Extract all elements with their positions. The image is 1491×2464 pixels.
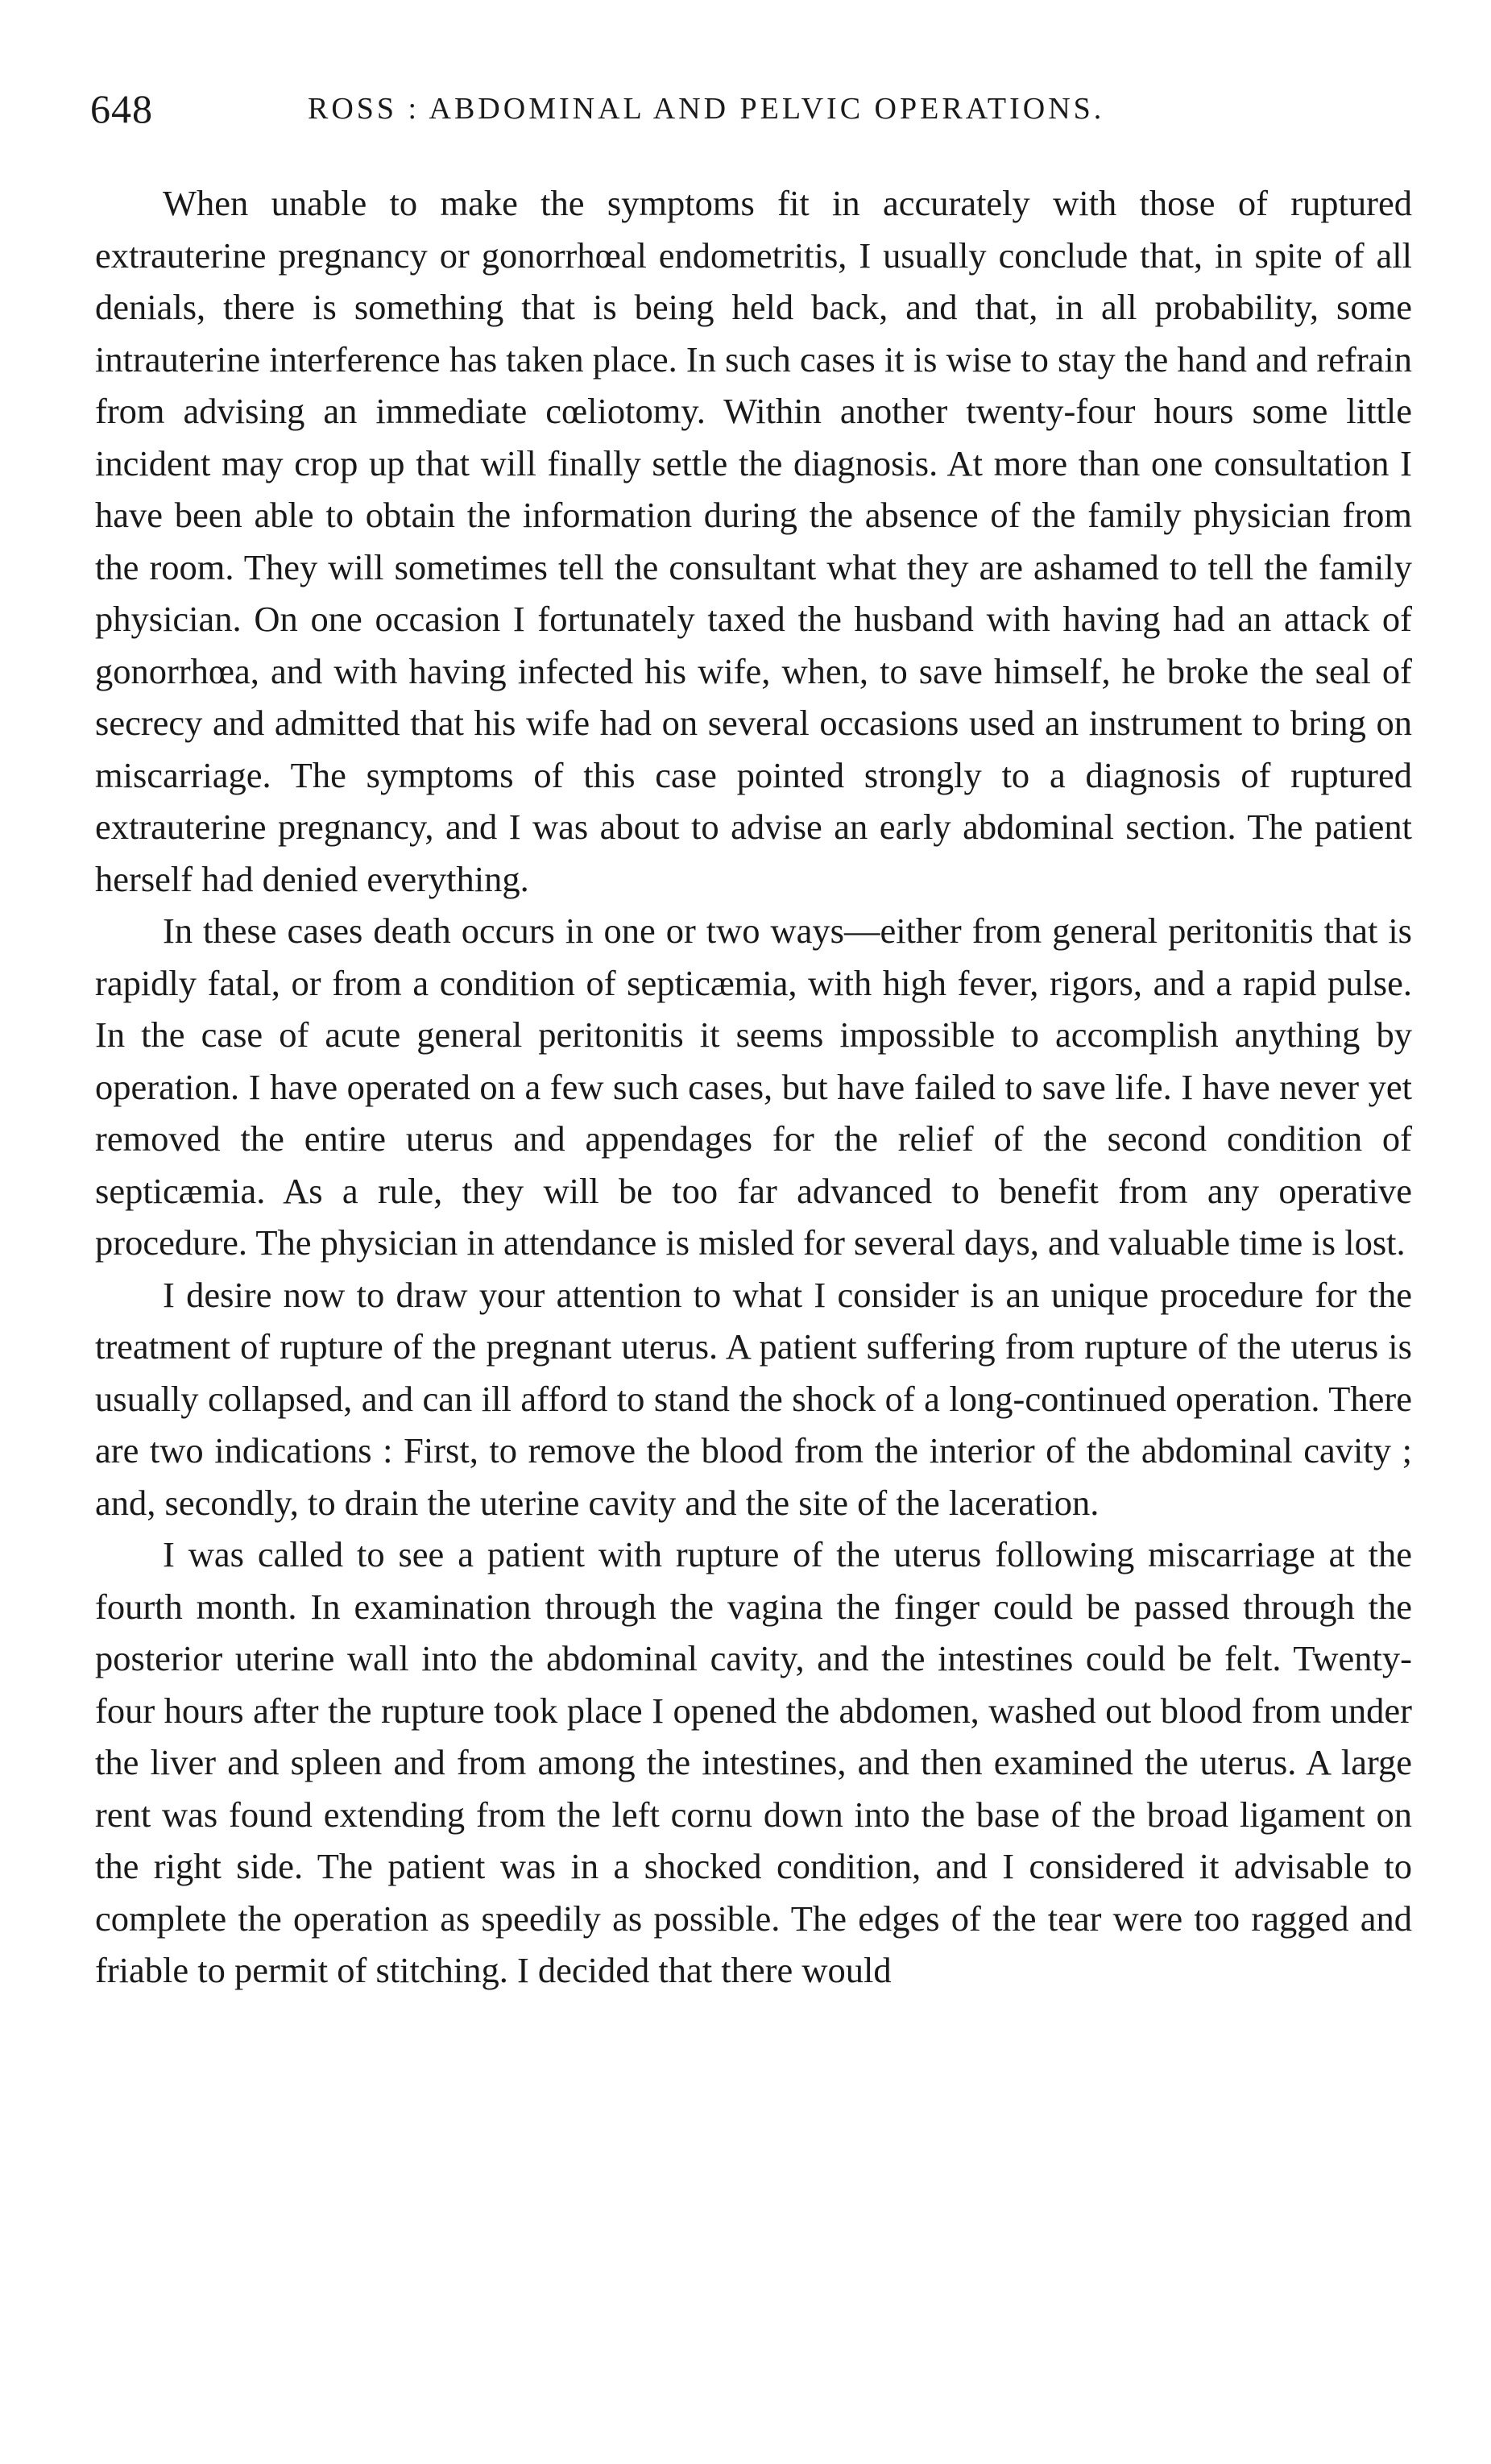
paragraph-diagnosis: When unable to make the symptoms fit in accurately with those of ruptured extrauterine pregnancy or gonorrhœal endometritis, I usually conclude that, in spite of all denials, there is something that is being held back, and that, in all probability, some intrauterine interference has taken place. In such cases it is wise to stay the hand and refrain from advising an immediate cœliotomy. Within another twenty-four hours some little incident may crop up that will finally settle the diagnosis. At more than one consultation I have been able to obtain the information during the absence of the family physician from the room. They will sometimes tell the consultant what they are ashamed to tell the family physician. On one occasion I fortunately taxed the husband with having had an attack of gonorrhœa, and with having infected his wife, when, to save himself, he broke the seal of secrecy and admitted that his wife had on several occasions used an instrument to bring on miscarriage. The symptoms of this case pointed strongly to a diagnosis of ruptured extrauterine pregnancy, and I was about to advise an early abdominal section. The patient herself had denied everything. xyxy=(95,183,1412,899)
paragraph-case-report: I was called to see a patient with rupture of the uterus following miscarriage at the fourth month. In examination through the vagina the finger could be passed through the posterior uterine wall into the abdominal cavity, and the intestines could be felt. Twenty-four hours after the rupture took place I opened the abdomen, washed out blood from under the liver and spleen and from among the intestines, and then examined the uterus. A large rent was found extending from the left cornu down into the base of the broad ligament on the right side. The patient was in a shocked condition, and I considered it advisable to complete the operation as speedily as possible. The edges of the tear were too ragged and friable to permit of stitching. I decided that there would xyxy=(95,1534,1412,1990)
body-text xyxy=(95,177,1412,1997)
running-head xyxy=(90,81,1411,137)
paragraph-death-causes: In these cases death occurs in one or two ways—either from general peritonitis that is rapidly fatal, or from a condition of septicæmia, with high fever, rigors, and a rapid pulse. In the case of acute general peritonitis it seems impossible to accomplish anything by operation. I have operated on a few such cases, but have failed to save life. I have never yet removed the entire uterus and appendages for the relief of the second condition of septicæmia. As a rule, they will be too far advanced to benefit from any operative procedure. The physician in attendance is misled for several days, and valuable time is lost. xyxy=(95,911,1412,1263)
page-number: 648 xyxy=(90,86,153,131)
paragraph-unique-procedure: I desire now to draw your attention to what I consider is an unique procedure for the treatment of rupture of the pregnant uterus. A patient suffering from rupture of the uterus is usually collapsed, and can ill afford to stand the shock of a long-continued operation. There are two indications : First, to remove the blood from the interior of the abdominal cavity ; and, secondly, to drain the uterine cavity and the site of the laceration. xyxy=(95,1274,1412,1523)
running-title: ROSS : ABDOMINAL AND PELVIC OPERATIONS. xyxy=(308,92,1105,126)
